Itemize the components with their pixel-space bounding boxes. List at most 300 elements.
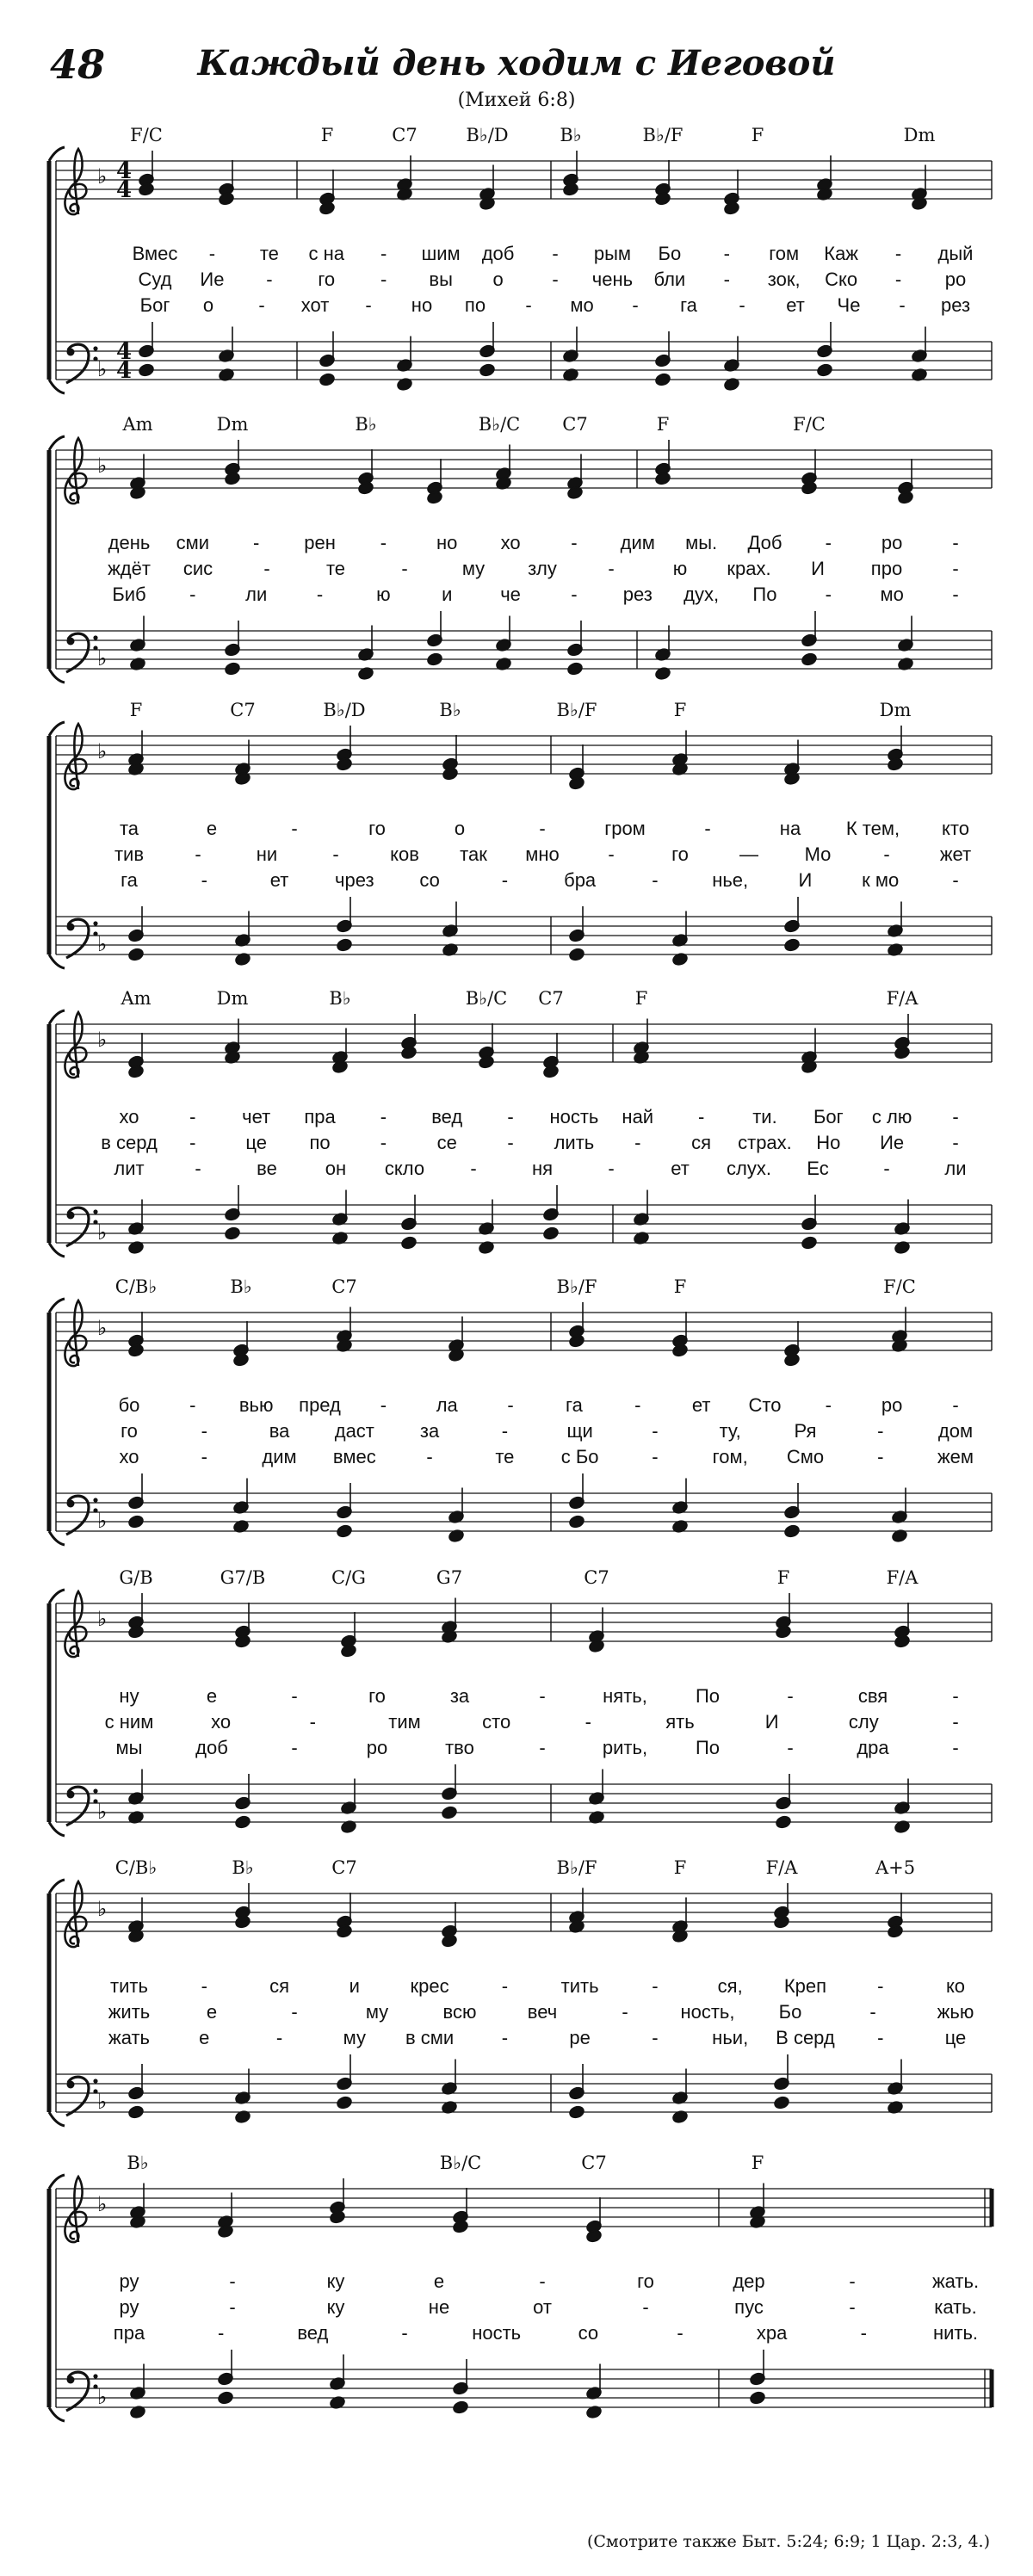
lyric-syllable: -: [652, 1446, 659, 1467]
lyric-syllable: -: [189, 1106, 196, 1127]
lyric-syllable: ня: [531, 1158, 554, 1179]
lyric-syllable: -: [952, 558, 959, 579]
lyric-syllable: пус: [734, 2296, 764, 2318]
lyric-syllable: -: [275, 2027, 283, 2048]
lyric-syllable: за: [449, 1685, 470, 1707]
key-flat-icon: ♭: [97, 932, 108, 956]
chord-symbol: C7: [331, 1276, 357, 1297]
lyric-syllable: -: [860, 2322, 867, 2344]
time-signature: 4: [116, 358, 133, 384]
notehead: [127, 948, 144, 961]
lyric-syllable: хо: [119, 1446, 139, 1467]
lyric-syllable: жет: [939, 843, 972, 865]
lyric-syllable: -: [571, 532, 578, 553]
lyric-syllable: -: [704, 818, 711, 839]
chord-symbol: C/G: [331, 1567, 366, 1588]
lyric-syllable: Бог: [813, 1106, 844, 1127]
chord-symbol: Dm: [216, 988, 249, 1009]
notehead: [783, 938, 800, 952]
lyric-syllable: го: [637, 2270, 654, 2292]
chord-symbol: C7: [392, 125, 418, 145]
notehead: [566, 662, 583, 676]
lyric-syllable: Бог: [139, 294, 170, 316]
lyric-syllable: -: [501, 2027, 509, 2048]
lyric-syllable: -: [825, 1394, 832, 1416]
lyric-syllable: -: [380, 1132, 387, 1153]
lyric-syllable: хра: [756, 2322, 788, 2344]
key-flat-icon: ♭: [97, 646, 108, 670]
notehead: [127, 1515, 144, 1529]
time-signature: 4: [116, 177, 133, 203]
lyric-syllable: -: [332, 843, 339, 865]
lyric-syllable: рез: [940, 294, 971, 316]
lyric-syllable: даст: [334, 1420, 374, 1442]
bass-clef-icon: [66, 633, 98, 672]
lyric-syllable: -: [952, 1132, 959, 1153]
treble-clef-icon: [65, 1300, 86, 1366]
lyric-syllable: ли: [944, 1158, 967, 1179]
lyric-syllable: за: [419, 1420, 440, 1442]
lyric-syllable: най: [622, 1106, 654, 1127]
lyric-syllable: -: [585, 1711, 591, 1733]
lyric-syllable: —: [739, 843, 758, 865]
lyric-syllable: ся,: [717, 1975, 743, 1997]
bass-clef-icon: [66, 2077, 98, 2116]
lyric-syllable: -: [825, 584, 832, 605]
chord-symbol: B♭: [439, 700, 461, 720]
lyric-syllable: ро: [944, 269, 967, 290]
key-flat-icon: ♭: [97, 1028, 108, 1052]
lyric-syllable: сто: [482, 1711, 511, 1733]
lyric-syllable: це: [944, 2027, 967, 2048]
lyric-syllable: дух,: [684, 584, 720, 605]
lyric-syllable: -: [697, 1106, 705, 1127]
lyric-syllable: лит: [114, 1158, 145, 1179]
lyric-syllable: -: [195, 1158, 201, 1179]
lyric-syllable: -: [501, 1975, 509, 1997]
notehead: [568, 948, 585, 961]
lyric-syllable: -: [189, 1132, 196, 1153]
chord-symbol: G7: [436, 1567, 463, 1588]
lyric-syllable: -: [869, 2001, 876, 2023]
lyric-syllable: с ним: [104, 1711, 154, 1733]
lyric-syllable: кто: [942, 818, 969, 839]
chord-symbol: C7: [230, 700, 256, 720]
lyric-syllable: -: [952, 869, 959, 891]
lyric-syllable: се: [436, 1132, 457, 1153]
lyric-syllable: По: [695, 1737, 721, 1758]
lyric-syllable: с на: [308, 243, 345, 264]
lyric-syllable: но: [436, 532, 458, 553]
chord-symbol: B♭/F: [556, 1276, 597, 1297]
lyric-syllable: злу: [528, 558, 557, 579]
lyric-syllable: чень: [591, 269, 634, 290]
lyric-syllable: му: [343, 2027, 367, 2048]
chord-symbol: F: [129, 700, 143, 720]
lyric-syllable: -: [723, 243, 730, 264]
lyric-syllable: -: [622, 2001, 628, 2023]
lyric-syllable: Че: [837, 294, 861, 316]
lyric-syllable: Ес: [807, 1158, 829, 1179]
lyric-syllable: И: [798, 869, 813, 891]
lyric-syllable: Биб: [112, 584, 146, 605]
lyric-syllable: ет: [786, 294, 805, 316]
lyric-syllable: -: [552, 243, 559, 264]
music-system: [49, 988, 992, 1257]
lyric-syllable: не: [428, 2296, 450, 2318]
notehead: [773, 2096, 789, 2110]
treble-clef-icon: [65, 2177, 86, 2242]
chord-symbol: F/C: [883, 1276, 916, 1297]
lyric-syllable: ли: [245, 584, 268, 605]
notehead: [400, 1236, 417, 1250]
lyric-syllable: Смо: [786, 1446, 825, 1467]
lyric-syllable: вмес: [332, 1446, 376, 1467]
lyric-syllable: ет: [691, 1394, 711, 1416]
lyric-syllable: -: [291, 2001, 298, 2023]
notehead: [654, 373, 671, 386]
lyric-syllable: -: [642, 2296, 649, 2318]
chord-symbol: F/C: [793, 414, 826, 435]
lyric-syllable: ять: [665, 1711, 695, 1733]
lyric-syllable: -: [652, 869, 659, 891]
lyric-syllable: к мо: [862, 869, 900, 891]
lyric-syllable: доб: [481, 243, 515, 264]
lyric-syllable: тим: [388, 1711, 421, 1733]
time-signature: 4: [116, 339, 133, 365]
lyric-syllable: га: [566, 1394, 583, 1416]
lyric-syllable: нье,: [712, 869, 749, 891]
chord-symbol: B♭/C: [439, 2153, 482, 2173]
lyric-syllable: -: [899, 294, 906, 316]
lyric-syllable: -: [229, 2270, 236, 2292]
lyric-syllable: пра: [304, 1106, 336, 1127]
lyric-syllable: га: [680, 294, 697, 316]
lyric-syllable: ность,: [680, 2001, 735, 2023]
lyric-syllable: бли: [653, 269, 686, 290]
lyric-syllable: хот: [300, 294, 330, 316]
lyric-syllable: но: [411, 294, 433, 316]
lyric-syllable: По: [752, 584, 777, 605]
lyric-syllable: крах.: [727, 558, 771, 579]
lyric-syllable: жью: [937, 2001, 974, 2023]
lyric-syllable: -: [787, 1737, 794, 1758]
lyric-syllable: пред: [299, 1394, 341, 1416]
lyric-syllable: слу: [848, 1711, 879, 1733]
chord-symbol: F: [776, 1567, 790, 1588]
lyric-syllable: о: [454, 818, 466, 839]
lyric-syllable: нять,: [603, 1685, 647, 1707]
lyric-syllable: хо: [119, 1106, 139, 1127]
notehead: [127, 2105, 144, 2119]
key-flat-icon: ♭: [97, 164, 108, 188]
lyric-syllable: со: [578, 2322, 599, 2344]
lyric-syllable: -: [365, 294, 372, 316]
lyric-syllable: -: [539, 1685, 546, 1707]
lyric-syllable: по: [309, 1132, 331, 1153]
lyric-syllable: ро: [881, 1394, 903, 1416]
lyric-syllable: день: [108, 532, 151, 553]
lyric-syllable: -: [894, 269, 902, 290]
treble-clef-icon: [65, 1591, 86, 1657]
notehead: [138, 363, 154, 377]
treble-clef-icon: [65, 1881, 86, 1947]
lyric-syllable: жить: [108, 2001, 151, 2023]
lyric-syllable: -: [539, 1737, 546, 1758]
lyric-syllable: е: [206, 1685, 218, 1707]
lyric-syllable: -: [426, 1446, 433, 1467]
lyric-syllable: -: [877, 2027, 884, 2048]
lyric-syllable: Ие: [880, 1132, 905, 1153]
lyric-syllable: ков: [390, 843, 419, 865]
lyric-syllable: бра: [564, 869, 597, 891]
notehead: [749, 2391, 765, 2405]
lyric-syllable: му: [461, 558, 486, 579]
lyric-syllable: кать.: [934, 2296, 977, 2318]
lyric-syllable: го: [368, 1685, 386, 1707]
lyric-syllable: ет: [671, 1158, 690, 1179]
lyric-syllable: мы.: [685, 532, 718, 553]
lyric-syllable: те: [325, 558, 346, 579]
lyric-syllable: -: [571, 584, 578, 605]
lyric-syllable: ет: [269, 869, 289, 891]
lyric-syllable: -: [525, 294, 532, 316]
lyric-syllable: та: [119, 818, 139, 839]
lyric-syllable: -: [316, 584, 324, 605]
lyric-syllable: И: [811, 558, 825, 579]
time-signature: 4: [116, 158, 133, 184]
notehead: [452, 2400, 468, 2414]
lyric-syllable: е: [433, 2270, 445, 2292]
lyric-syllable: хо: [211, 1711, 232, 1733]
lyric-syllable: с Бо: [560, 1446, 599, 1467]
lyric-syllable: -: [652, 2027, 659, 2048]
lyric-syllable: ку: [326, 2270, 345, 2292]
lyric-syllable: -: [401, 558, 408, 579]
lyric-syllable: -: [201, 1975, 207, 1997]
lyric-syllable: с лю: [871, 1106, 912, 1127]
lyric-syllable: веч: [527, 2001, 558, 2023]
lyric-syllable: -: [380, 243, 387, 264]
lyric-syllable: -: [787, 1685, 794, 1707]
lyric-syllable: -: [652, 1975, 659, 1997]
chord-symbol: F: [751, 125, 764, 145]
chord-symbol: F/A: [765, 1857, 798, 1878]
chord-symbol: B♭: [230, 1276, 252, 1297]
lyric-syllable: -: [877, 1446, 884, 1467]
lyric-syllable: тить: [560, 1975, 599, 1997]
lyric-syllable: е: [199, 2027, 210, 2048]
chord-symbol: F: [634, 988, 648, 1009]
lyric-syllable: -: [208, 243, 216, 264]
notehead: [224, 1226, 240, 1240]
chord-symbol: C7: [584, 1567, 609, 1588]
lyric-syllable: -: [258, 294, 265, 316]
lyric-syllable: вью: [238, 1394, 274, 1416]
lyric-syllable: шим: [421, 243, 461, 264]
lyric-syllable: -: [189, 584, 196, 605]
lyric-syllable: Бо: [778, 2001, 802, 2023]
lyric-syllable: нить.: [932, 2322, 979, 2344]
key-flat-icon: ♭: [97, 357, 108, 381]
lyric-syllable: -: [877, 1420, 884, 1442]
lyric-syllable: сми: [176, 532, 210, 553]
lyric-syllable: рить,: [602, 1737, 648, 1758]
chord-symbol: C7: [581, 2153, 607, 2173]
lyric-syllable: крес: [410, 1975, 449, 1997]
lyric-syllable: Сто: [748, 1394, 782, 1416]
lyric-syllable: -: [608, 558, 615, 579]
lyric-syllable: -: [539, 2270, 546, 2292]
scripture-reference: (Михей 6:8): [457, 90, 576, 111]
lyric-syllable: -: [507, 1394, 514, 1416]
key-flat-icon: ♭: [97, 2090, 108, 2114]
lyric-syllable: в сми: [405, 2027, 455, 2048]
lyric-syllable: -: [883, 1158, 890, 1179]
lyric-syllable: -: [263, 558, 270, 579]
key-flat-icon: ♭: [97, 739, 108, 763]
lyric-syllable: со: [419, 869, 440, 891]
lyric-syllable: пра: [113, 2322, 145, 2344]
chord-symbol: F/A: [886, 1567, 919, 1588]
music-system: [49, 1567, 992, 1836]
lyric-syllable: рым: [593, 243, 632, 264]
lyric-syllable: и: [349, 1975, 360, 1997]
lyric-syllable: -: [201, 1420, 207, 1442]
lyric-syllable: тить: [110, 1975, 148, 1997]
lyric-syllable: -: [849, 2296, 856, 2318]
lyric-syllable: мно: [525, 843, 560, 865]
treble-clef-icon: [65, 1012, 86, 1078]
lyric-syllable: чрез: [335, 869, 374, 891]
chord-symbol: F: [673, 700, 687, 720]
notehead: [224, 662, 240, 676]
notehead: [783, 1524, 800, 1538]
lyric-syllable: ру: [119, 2296, 139, 2318]
notehead: [319, 373, 335, 386]
lyric-syllable: -: [739, 294, 745, 316]
lyric-syllable: -: [952, 532, 959, 553]
lyric-syllable: о: [492, 269, 504, 290]
lyric-syllable: лить: [554, 1132, 595, 1153]
chord-symbol: F: [673, 1276, 687, 1297]
lyric-syllable: По: [695, 1685, 721, 1707]
lyric-syllable: ну: [119, 1685, 139, 1707]
lyric-syllable: Ско: [825, 269, 858, 290]
lyric-syllable: -: [380, 269, 387, 290]
lyric-syllable: Ря: [794, 1420, 817, 1442]
lyric-syllable: -: [195, 843, 201, 865]
lyric-syllable: тив: [114, 843, 145, 865]
bass-clef-icon: [66, 344, 98, 383]
notehead: [801, 652, 817, 666]
lyric-syllable: ро: [881, 532, 903, 553]
chord-symbol: B♭/D: [323, 700, 366, 720]
lyric-syllable: -: [608, 843, 615, 865]
lyric-syllable: чет: [242, 1106, 271, 1127]
lyric-syllable: вед: [297, 2322, 329, 2344]
notehead: [568, 1515, 585, 1529]
key-flat-icon: ♭: [97, 2192, 108, 2216]
lyric-syllable: Но: [816, 1132, 841, 1153]
lyric-syllable: -: [849, 2270, 856, 2292]
chord-symbol: A+5: [875, 1857, 916, 1878]
lyric-syllable: -: [470, 1158, 477, 1179]
lyric-syllable: ся: [269, 1975, 290, 1997]
chord-symbol: Dm: [879, 700, 912, 720]
music-system: [49, 414, 992, 683]
notehead: [336, 1524, 352, 1538]
lyric-syllable: ла: [436, 1394, 458, 1416]
lyric-syllable: ни: [256, 843, 278, 865]
music-system: [49, 125, 992, 393]
chord-symbol: B♭/C: [478, 414, 521, 435]
lyric-syllable: -: [401, 2322, 408, 2344]
lyric-syllable: в серд: [101, 1132, 158, 1153]
chord-symbol: Am: [122, 414, 153, 435]
chord-symbol: F/A: [886, 988, 919, 1009]
lyric-syllable: дим: [262, 1446, 297, 1467]
lyric-syllable: ва: [269, 1420, 290, 1442]
chord-symbol: G7/B: [220, 1567, 266, 1588]
lyric-syllable: скло: [384, 1158, 425, 1179]
chord-symbol: F: [656, 414, 670, 435]
lyric-syllable: -: [877, 1975, 884, 1997]
lyric-syllable: страх.: [738, 1132, 792, 1153]
lyric-syllable: -: [539, 818, 546, 839]
cross-reference-footer: (Смотрите также Быт. 5:24; 6:9; 1 Цар. 2:3, 4.): [586, 2532, 990, 2551]
notehead: [336, 938, 352, 952]
lyric-syllable: хо: [500, 532, 521, 553]
lyric-syllable: сис: [182, 558, 213, 579]
lyric-syllable: -: [380, 1106, 387, 1127]
lyric-syllable: ве: [257, 1158, 277, 1179]
lyric-syllable: го: [121, 1420, 138, 1442]
lyric-syllable: -: [552, 269, 559, 290]
lyric-syllable: жать.: [931, 2270, 980, 2292]
chord-symbol: B♭/D: [466, 125, 509, 145]
lyric-syllable: -: [201, 869, 207, 891]
music-system: [49, 1857, 992, 2126]
lyric-syllable: -: [825, 532, 832, 553]
music-system: [49, 1276, 992, 1545]
lyric-syllable: Ие: [200, 269, 225, 290]
treble-clef-icon: [65, 724, 86, 789]
lyric-syllable: доб: [195, 1737, 228, 1758]
music-system: [49, 700, 992, 968]
bass-clef-icon: [66, 2372, 98, 2411]
notehead: [568, 2105, 585, 2119]
lyric-syllable: И: [764, 1711, 779, 1733]
lyric-syllable: мо: [880, 584, 904, 605]
lyric-syllable: -: [253, 532, 260, 553]
lyric-syllable: -: [952, 1394, 959, 1416]
lyric-syllable: га: [121, 869, 138, 891]
lyric-syllable: -: [894, 243, 902, 264]
lyric-syllable: го: [368, 818, 386, 839]
chord-symbol: C7: [331, 1857, 357, 1878]
lyric-syllable: рез: [622, 584, 653, 605]
lyric-syllable: ро: [366, 1737, 388, 1758]
lyric-syllable: рен: [304, 532, 336, 553]
lyric-syllable: и: [442, 584, 453, 605]
chord-symbol: F/C: [130, 125, 163, 145]
chord-symbol: B♭: [329, 988, 351, 1009]
lyric-syllable: -: [291, 1685, 298, 1707]
lyric-syllable: те: [259, 243, 279, 264]
lyric-syllable: ждёт: [108, 558, 151, 579]
chord-symbol: B♭/C: [465, 988, 508, 1009]
